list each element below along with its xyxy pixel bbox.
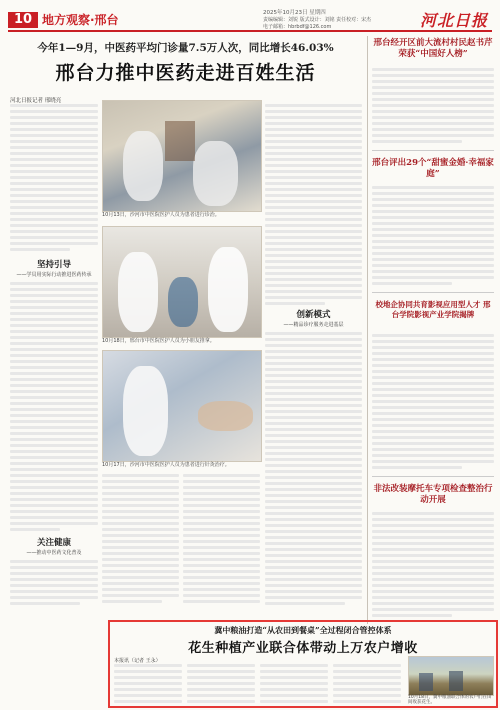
feature-body <box>114 664 404 704</box>
feature-headline: 花生种植产业联合体带动上万农户增收 <box>188 641 418 656</box>
feature-kicker: 冀中粮油打造“从农田到餐桌”全过程闭合管控体系 <box>214 625 392 635</box>
photo-2 <box>102 226 262 338</box>
photo-3-caption: 10月17日，沙河市中医院医护人员为患者进行针灸治疗。 <box>102 462 230 468</box>
brief-3-headline: 校地企协同共育影视应用型人才 邢台学院影视产业学院揭牌 <box>375 300 491 319</box>
section-title: 地方观察·邢台 <box>42 13 119 27</box>
brief-4-headline: 非法改装摩托车专项检查整治行动开展 <box>373 484 493 505</box>
page-header <box>8 6 492 32</box>
feature-photo-caption: 10月18日，冀中粮油联合体的农户们在田间收获花生。 <box>408 695 492 705</box>
page-number: 10 <box>8 12 38 28</box>
main-headline: 邢台力推中医药走进百姓生活 <box>55 62 316 84</box>
header-editors: 责编编辑：刘锐 版式设计：刘铭 责任校对：宋杰 <box>263 17 372 23</box>
brief-1-headline: 邢台经开区前大流村村民赵书芹荣获“中国好人榜” <box>373 38 493 59</box>
subhead-3: 关注健康 <box>36 538 71 548</box>
photo-1-caption: 10月13日，沙河市中医院医护人员为患者进行诊治。 <box>102 212 220 218</box>
header-rule <box>8 30 492 32</box>
brief-2-headline: 邢台评出29个“甜蜜金婚·幸福家庭” <box>372 158 494 179</box>
subhead-3-tag: ——推动中医药文化普及 <box>26 550 82 556</box>
column-divider <box>367 36 368 624</box>
photo-3 <box>102 350 262 462</box>
right-column <box>372 38 494 624</box>
subhead-2: 创新模式 <box>296 310 331 320</box>
header-date: 2025年10月23日 星期四 <box>263 10 326 16</box>
feature-byline: 本报讯（记者 王永） <box>114 658 161 664</box>
main-col-2 <box>102 474 179 614</box>
main-kicker: 今年1—9月，中医药平均门诊量7.5万人次，同比增长46.03% <box>37 42 334 54</box>
photo-2-caption: 10月18日，邢台市中医院医护人员为小朋友推拿。 <box>102 338 215 344</box>
masthead-logo: 河北日报 <box>420 11 489 30</box>
subhead-1: 坚持引导 <box>36 260 71 270</box>
main-byline: 河北日报记者 邢晓亮 <box>10 98 62 104</box>
main-col-1 <box>10 104 98 614</box>
header-email: 电子邮箱：hbrbdf@126.com <box>263 24 332 30</box>
main-col-4 <box>265 104 362 614</box>
photo-1 <box>102 100 262 212</box>
subhead-2-tag: ——精品诊疗服务走进基层 <box>283 322 344 328</box>
main-col-3 <box>183 474 260 614</box>
feature-photo <box>408 656 494 696</box>
feature-article-highlight[interactable] <box>108 620 498 708</box>
subhead-1-tag: ——学员用实际行动推进医药传承 <box>16 272 92 278</box>
